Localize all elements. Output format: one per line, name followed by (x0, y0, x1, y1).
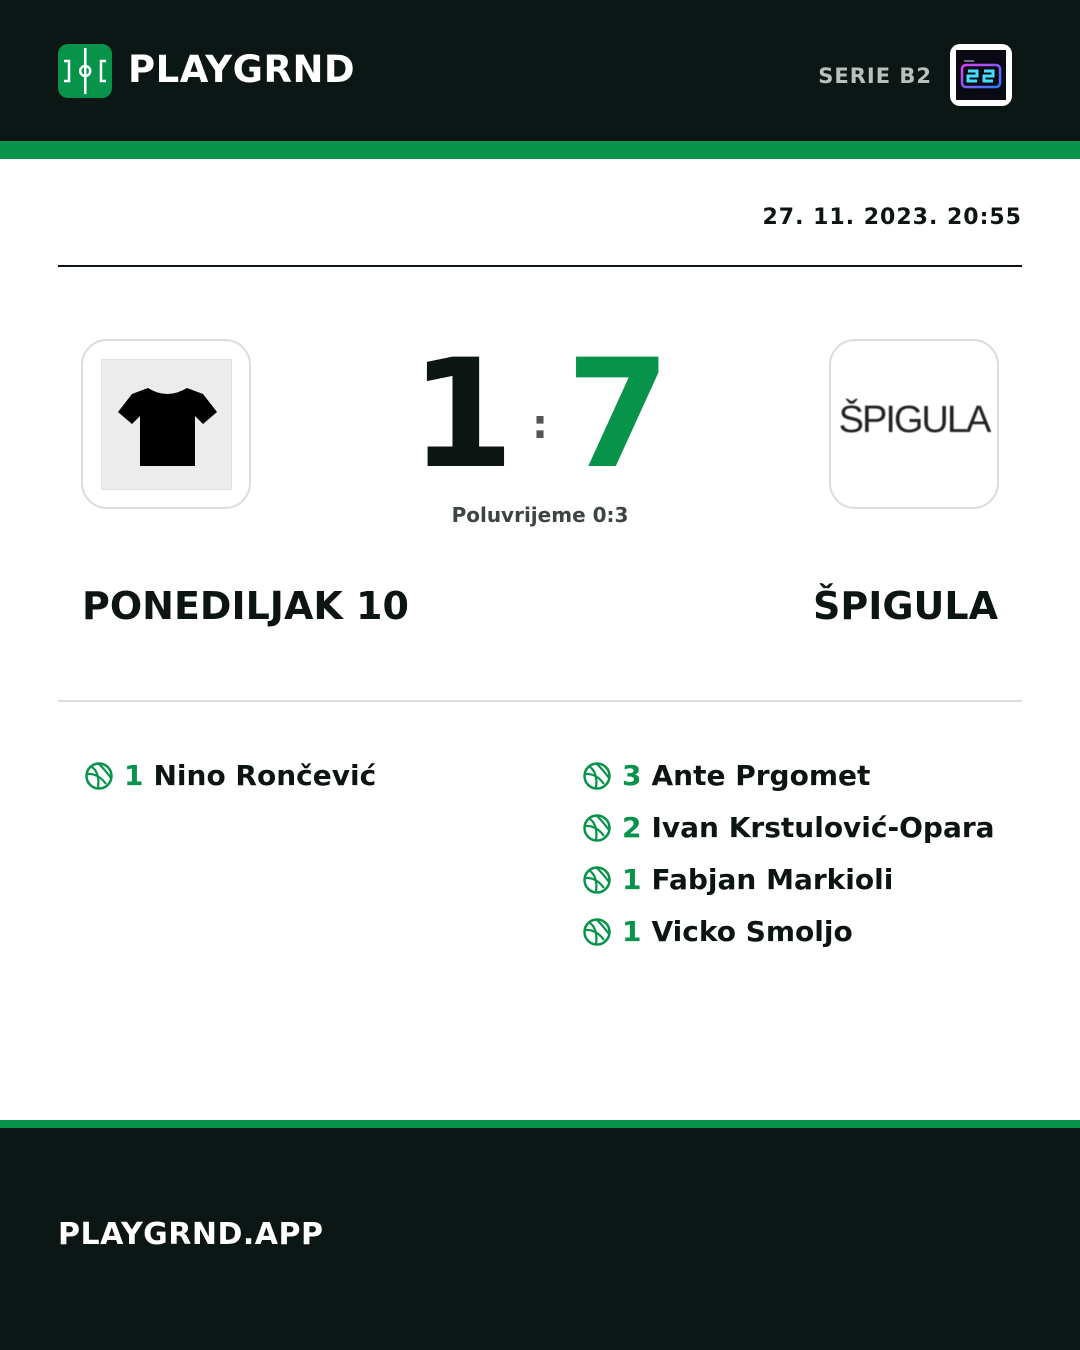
away-team-name: ŠPIGULA (812, 584, 998, 628)
brand-name: PLAYGRND (128, 48, 356, 91)
home-score: 1 (410, 328, 515, 502)
scorer-goals: 1 (124, 759, 144, 792)
scorer-name: Ivan Krstulović-Opara (651, 811, 995, 844)
home-team-name: PONEDILJAK 10 (82, 584, 409, 628)
scorer-name: Nino Rončević (153, 759, 377, 792)
ball-icon (582, 917, 612, 947)
b2-league-logo-icon (950, 44, 1012, 106)
scorer-name: Vicko Smoljo (651, 915, 853, 948)
halftime-score: Poluvrijeme 0:3 (451, 503, 629, 527)
scorer-row (582, 854, 995, 906)
ball-icon (84, 761, 114, 791)
playgrnd-logo-icon (58, 44, 112, 98)
away-score: 7 (566, 328, 671, 502)
home-scorers-list (84, 750, 376, 802)
footer-url: PLAYGRND.APP (58, 1217, 324, 1252)
divider (58, 700, 1022, 702)
scorer-row (582, 750, 995, 802)
away-logo-wordmark: ŠPIGULA (838, 399, 990, 441)
scorer-goals: 1 (622, 863, 642, 896)
scorer-name: Fabjan Markioli (651, 863, 894, 896)
ball-icon (582, 813, 612, 843)
ball-icon (582, 865, 612, 895)
scorer-goals: 2 (622, 811, 642, 844)
scorer-row (582, 802, 995, 854)
header-accent-stripe (0, 141, 1080, 159)
jersey-icon (101, 359, 232, 490)
footer-accent-stripe (0, 1120, 1080, 1128)
away-team-logo (829, 339, 999, 509)
score-separator: : (532, 402, 548, 448)
match-datetime: 27. 11. 2023. 20:55 (762, 205, 1022, 230)
league-name: SERIE B2 (818, 64, 932, 88)
scorer-goals: 3 (622, 759, 642, 792)
home-team-logo (81, 339, 251, 509)
scorer-row (582, 906, 995, 958)
away-scorers-list (582, 750, 995, 958)
scorer-goals: 1 (622, 915, 642, 948)
ball-icon (582, 761, 612, 791)
scorer-name: Ante Prgomet (651, 759, 871, 792)
divider (58, 265, 1022, 267)
scorer-row (84, 750, 376, 802)
